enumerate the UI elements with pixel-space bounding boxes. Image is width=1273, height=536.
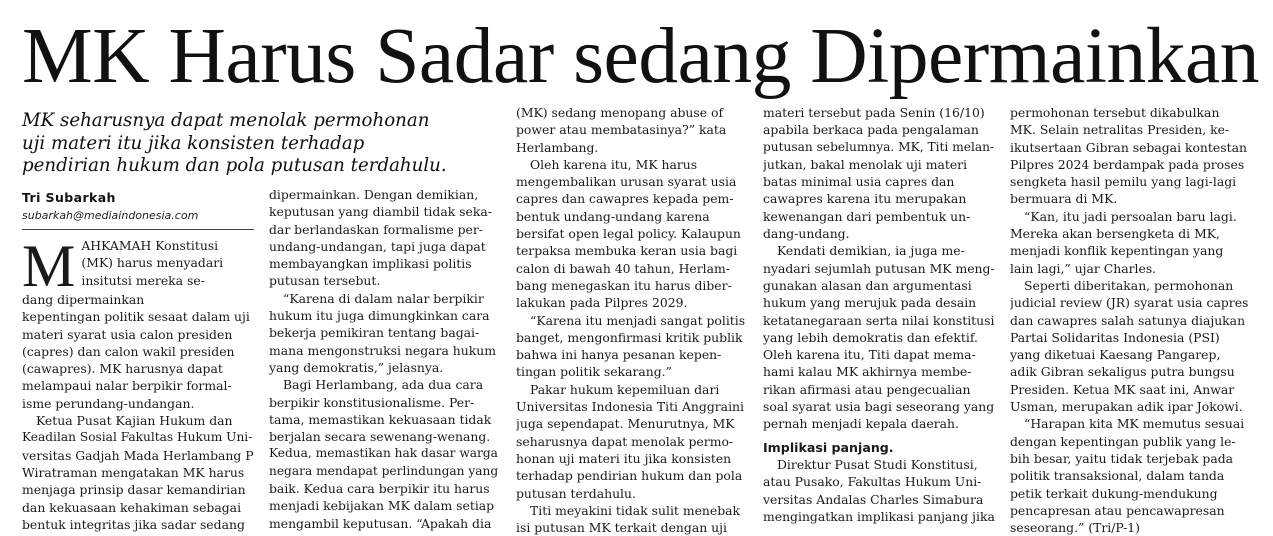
text-line: (capres) dan calon wakil presiden [22, 343, 235, 359]
text-line: dengan kepentingan publik yang le- [1010, 433, 1236, 449]
text-line: menjaga prinsip dasar kemandirian [22, 482, 246, 498]
text-line: apabila berkaca pada pengalaman [763, 122, 979, 138]
text-line: Presiden. Ketua MK saat ini, Anwar [1010, 381, 1235, 397]
text-line: mengembalikan urusan syarat usia [516, 174, 737, 190]
text-line: Ketua Pusat Kajian Hukum dan [36, 413, 233, 429]
column-lines [22, 291, 254, 533]
text-line: versitas Gadjah Mada Herlambang P [22, 447, 254, 463]
text-line: putusan sebelumnya. MK, Titi melan- [763, 139, 995, 154]
text-line: petik terkait dukung-mendukung [1010, 485, 1218, 501]
drop-cap: M [22, 233, 76, 299]
text-line: (cawapres). MK harusnya dapat [22, 361, 223, 377]
text-line: Pilpres 2024 berdampak pada proses [1010, 156, 1245, 172]
text-line: putusan terdahulu. [516, 485, 636, 501]
text-line: atau Pusako, Fakultas Hukum Uni- [763, 474, 982, 490]
text-line: Wiratraman mengatakan MK harus [22, 464, 245, 480]
text-line: Oleh karena itu, MK harus [530, 156, 698, 172]
text-line: hami kalau MK akhirnya membe- [763, 364, 972, 380]
text-line: AHKAMAH Konstitusi [81, 238, 219, 253]
text-line: Pakar hukum kepemiluan dari [530, 381, 720, 397]
text-line: Universitas Indonesia Titi Anggraini [516, 399, 744, 415]
text-line: calon di bawah 40 tahun, Herlam- [516, 260, 730, 276]
text-line: yang diketuai Kaesang Pangarep, [1010, 347, 1221, 363]
text-line: bang menegaskan itu harus diber- [516, 277, 732, 293]
section-subhead: Implikasi panjang. [763, 439, 894, 455]
text-line: capres dan cawapres kepada pem- [516, 191, 734, 207]
text-line: ketatanegaraan serta nilai konstitusi [763, 312, 995, 328]
text-line: yang demokratis,” jelasnya. [269, 359, 444, 375]
column-lines [763, 104, 995, 433]
text-line: mengambil keputusan. “Apakah dia [269, 515, 492, 531]
text-line: kepentingan politik sesaat dalam uji [22, 309, 250, 325]
text-line: keputusan yang diambil tidak seka- [269, 204, 492, 220]
article-column-2 [269, 186, 501, 532]
text-line: Keadilan Sosial Fakultas Hukum Uni- [22, 430, 253, 445]
text-line: Bagi Herlambang, ada dua cara [283, 377, 484, 393]
text-line: batas minimal usia capres dan [763, 174, 955, 190]
text-line: adik Gibran sekaligus putra bungsu [1010, 364, 1235, 380]
text-line: MK. Selain netralitas Presiden, ke- [1010, 122, 1230, 138]
text-line: terhadap pendirian hukum dan pola [516, 468, 743, 484]
text-line: bih besar, yaitu tidak terjebak pada [1010, 450, 1234, 466]
column-lines [1010, 104, 1250, 536]
text-line: mana mengonstruksi negara hukum [269, 342, 496, 358]
text-line: hukum yang merujuk pada desain [763, 295, 977, 311]
text-line: rikan afirmasi atau pengecualian [763, 381, 971, 397]
text-line: Usman, merupakan adik ipar Jokowi. [1010, 399, 1243, 415]
text-line: tama, memastikan kekuasaan tidak [269, 411, 492, 427]
text-line: negara mendapat perlindungan yang [269, 463, 499, 478]
text-line: bekerja pemikiran tentang bagai- [269, 325, 480, 341]
text-line: melampaui nalar berpikir formal- [22, 378, 232, 394]
text-line: dang-undang. [763, 226, 850, 242]
text-line: Herlambang. [516, 139, 599, 155]
text-line: politik transaksional, dalam tanda [1010, 468, 1225, 484]
text-line: bermuara di MK. [1010, 191, 1118, 207]
text-line: seseorang.” (Tri/P-1) [1010, 520, 1140, 536]
text-line: menjadi kebijakan MK dalam setiap [269, 498, 495, 514]
text-line: undang-undangan, tapi juga dapat [269, 238, 486, 254]
text-line: bentuk integritas jika sadar sedang [22, 516, 245, 532]
text-line: (MK) sedang menopang abuse of [516, 105, 724, 120]
text-line: “Kan, itu jadi persoalan baru lagi. [1024, 208, 1237, 224]
text-line: terpaksa membuka keran usia bagi [516, 243, 738, 259]
text-line: menjadi konflik kepentingan yang [1010, 243, 1224, 259]
text-line: membayangkan implikasi politis [269, 256, 472, 272]
text-line: tingan politik sekarang.” [516, 364, 672, 380]
text-line: honan uji materi itu jika konsisten [516, 450, 732, 466]
text-line: berjalan secara sewenang-wenang. [269, 429, 491, 445]
text-line: seharusnya dapat menolak permo- [516, 433, 734, 449]
text-line: isme perundang-undangan. [22, 395, 195, 411]
text-line: cawapres karena itu merupakan [763, 191, 967, 207]
lead-line: MK seharusnya dapat menolak permohonan [22, 110, 430, 131]
text-line: “Harapan kita MK memutus sesuai [1024, 416, 1245, 432]
text-line: yang lebih demokratis dan efektif. [763, 329, 978, 345]
text-line: bahwa ini hanya pesanan kepen- [516, 347, 722, 363]
text-line: Titi meyakini tidak sulit menebak [530, 502, 741, 518]
text-line: dan cawapres salah satunya diajukan [1010, 312, 1246, 328]
headline: MK Harus Sadar sedang Dipermainkan [22, 12, 1259, 100]
text-line: dan kekuasaan kehakiman sebagai [22, 499, 242, 515]
column-lines [763, 456, 995, 525]
column-lines [516, 104, 748, 536]
text-line: dar berlandaskan formalisme per- [269, 221, 483, 237]
author-email: subarkah@mediaindonesia.com [22, 209, 199, 222]
article-column-1 [22, 233, 254, 533]
text-line: pencapresan atau pencawapresan [1010, 502, 1225, 518]
text-line: isi putusan MK terkait dengan uji [516, 520, 727, 536]
text-line: Seperti diberitakan, permohonan [1024, 277, 1234, 293]
byline-divider [22, 229, 254, 230]
lead-paragraph [22, 110, 500, 178]
text-line: Mereka akan bersengketa di MK, [1010, 226, 1220, 242]
text-line: Direktur Pusat Studi Konstitusi, [777, 456, 978, 472]
text-line: judicial review (JR) syarat usia capres [1010, 295, 1249, 311]
text-line: (MK) harus menyadari [81, 255, 224, 271]
text-line: soal syarat usia bagi seseorang yang [763, 399, 995, 415]
text-line: nyadari sejumlah putusan MK meng- [763, 260, 995, 276]
lead-line: uji materi itu jika konsisten terhadap [22, 132, 365, 154]
text-line: baik. Kedua cara berpikir itu harus [269, 481, 490, 497]
text-line: berpikir konstitusionalisme. Per- [269, 394, 475, 410]
text-line: versitas Andalas Charles Simabura [763, 491, 984, 507]
text-line: Partai Solidaritas Indonesia (PSI) [1010, 329, 1220, 345]
text-line: juga sependapat. Menurutnya, MK [516, 416, 735, 432]
text-line: “Karena di dalam nalar berpikir [283, 290, 484, 306]
article-column-4 [763, 104, 995, 525]
text-line: gunakan alasan dan argumentasi [763, 277, 972, 293]
text-line: lain lagi,” ujar Charles. [1010, 260, 1157, 276]
byline: Tri Subarkah [22, 190, 116, 205]
text-line: permohonan tersebut dikabulkan [1010, 105, 1220, 120]
text-line: bentuk undang-undang karena [516, 208, 710, 224]
text-line: dipermainkan. Dengan demikian, [269, 187, 479, 202]
text-line: dang dipermainkan [22, 292, 145, 307]
text-line: Kendati demikian, ia juga me- [777, 243, 965, 259]
text-line: kewenangan dari pembentuk un- [763, 208, 971, 224]
text-line: hukum itu juga dimungkinkan cara [269, 308, 490, 324]
text-line: bersifat open legal policy. Kalaupun [516, 226, 741, 242]
text-line: jutkan, bakal menolak uji materi [763, 156, 968, 172]
text-line: banget, mengonfirmasi kritik publik [516, 329, 743, 345]
text-line: lakukan pada Pilpres 2029. [516, 295, 688, 311]
text-line: materi tersebut pada Senin (16/10) [763, 105, 985, 120]
text-line: Oleh karena itu, Titi dapat mema- [763, 347, 976, 363]
lead-line: pendirian hukum dan pola putusan terdahulu. [22, 155, 447, 176]
text-line: insitutsi mereka se- [81, 272, 205, 288]
text-line: “Karena itu menjadi sangat politis [530, 312, 746, 328]
text-line: mengingatkan implikasi panjang jika [763, 508, 995, 524]
text-line: sengketa hasil pemilu yang lagi-lagi [1010, 174, 1237, 190]
text-line: ikutsertaan Gibran sebagai kontestan [1010, 139, 1247, 155]
column-lines [269, 186, 501, 532]
text-line: Kedua, memastikan hak dasar warga [269, 446, 498, 461]
article-column-3 [516, 104, 748, 536]
text-line: pernah menjadi kepala daerah. [763, 416, 959, 432]
text-line: power atau membatasinya?” kata [516, 122, 727, 138]
article-column-5 [1010, 104, 1250, 536]
text-line: materi syarat usia calon presiden [22, 326, 233, 342]
text-line: putusan tersebut. [269, 273, 381, 289]
